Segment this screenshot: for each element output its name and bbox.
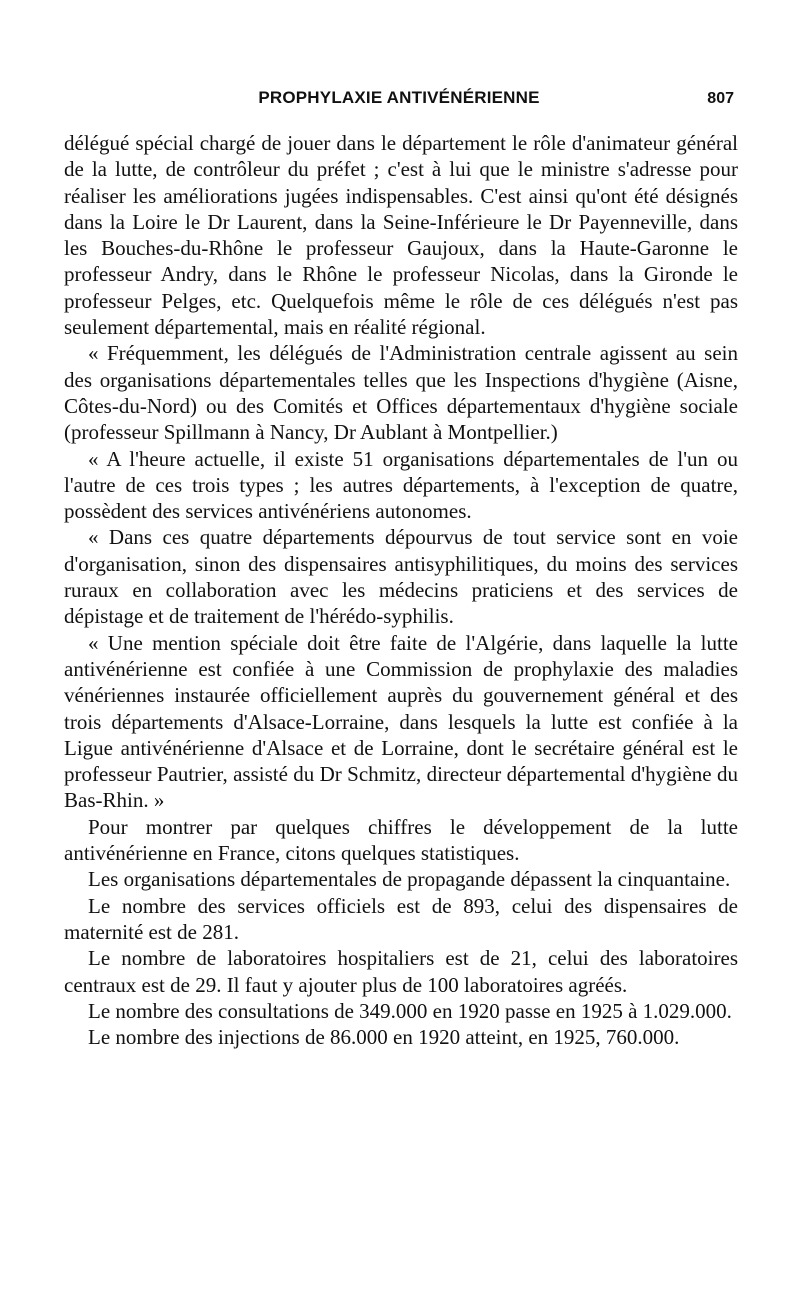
paragraph: « Fréquemment, les délégués de l'Administration centrale agissent au sein des organisations départementales telles que les Inspections d'hygiène (Aisne, Côtes-du-Nord) ou des Comités et Offices départementaux d'hygiène sociale (professeur Spillmann à Nancy, Dr Aublant à Montpellier.) [64,341,738,445]
paragraph: Pour montrer par quelques chiffres le développement de la lutte antivénérienne en France, citons quelques statistiques. [64,814,738,866]
page-header [64,88,734,118]
paragraph: Le nombre des consultations de 349.000 en 1920 passe en 1925 à 1.029.000. [88,998,732,1023]
paragraph: délégué spécial chargé de jouer dans le département le rôle d'animateur général de la lutte, de contrôleur du préfet ; c'est à lui que le ministre s'adresse pour réaliser les améliorations jugées indispensables. C'est ainsi qu'ont été désignés dans la Loire le Dr Laurent, dans la Seine-Inférieure le Dr Payenneville, dans les Bouches-du-Rhône le professeur Gaujoux, dans la Haute-Garonne le professeur Andry, dans le Rhône le professeur Nicolas, dans la Gironde le professeur Pelges, etc. Quelquefois même le rôle de ces délégués n'est pas seulement départemental, mais en réalité régional. [64,131,738,340]
paragraph: Les organisations départementales de propagande dépassent la cinquantaine. [88,867,731,892]
paragraph: « Dans ces quatre départements dépourvus de tout service sont en voie d'organisation, sinon des dispensaires antisyphilitiques, du moins des services ruraux en collaboration avec les médecins praticiens et des services de dépistage et de traitement de l'hérédo-syphilis. [64,525,738,629]
paragraph: « A l'heure actuelle, il existe 51 organisations départementales de l'un ou l'autre de ces trois types ; les autres départements, à l'exception de quatre, possèdent des services antivénériens autonomes. [64,446,738,524]
page-number: 807 [707,90,734,107]
running-title: PROPHYLAXIE ANTIVÉNÉRIENNE [258,88,540,107]
body-text [64,130,738,1050]
paragraph: « Une mention spéciale doit être faite de l'Algérie, dans laquelle la lutte antivénérienne est confiée à une Commission de prophylaxie des maladies vénériennes instaurée officiellement auprès du gouvernement général et des trois départements d'Alsace-Lorraine, dans lesquels la lutte est confiée à la Ligue antivénérienne d'Alsace et de Lorraine, dont le secrétaire général est le professeur Pautrier, assisté du Dr Schmitz, directeur départemental d'hygiène du Bas-Rhin. » [64,630,738,813]
paragraph: Le nombre de laboratoires hospitaliers est de 21, celui des laboratoires centraux est de 29. Il faut y ajouter plus de 100 laboratoires agréés. [64,946,738,997]
paragraph: Le nombre des injections de 86.000 en 1920 atteint, en 1925, 760.000. [88,1025,680,1050]
paragraph: Le nombre des services officiels est de 893, celui des dispensaires de maternité est de 281. [64,893,738,944]
